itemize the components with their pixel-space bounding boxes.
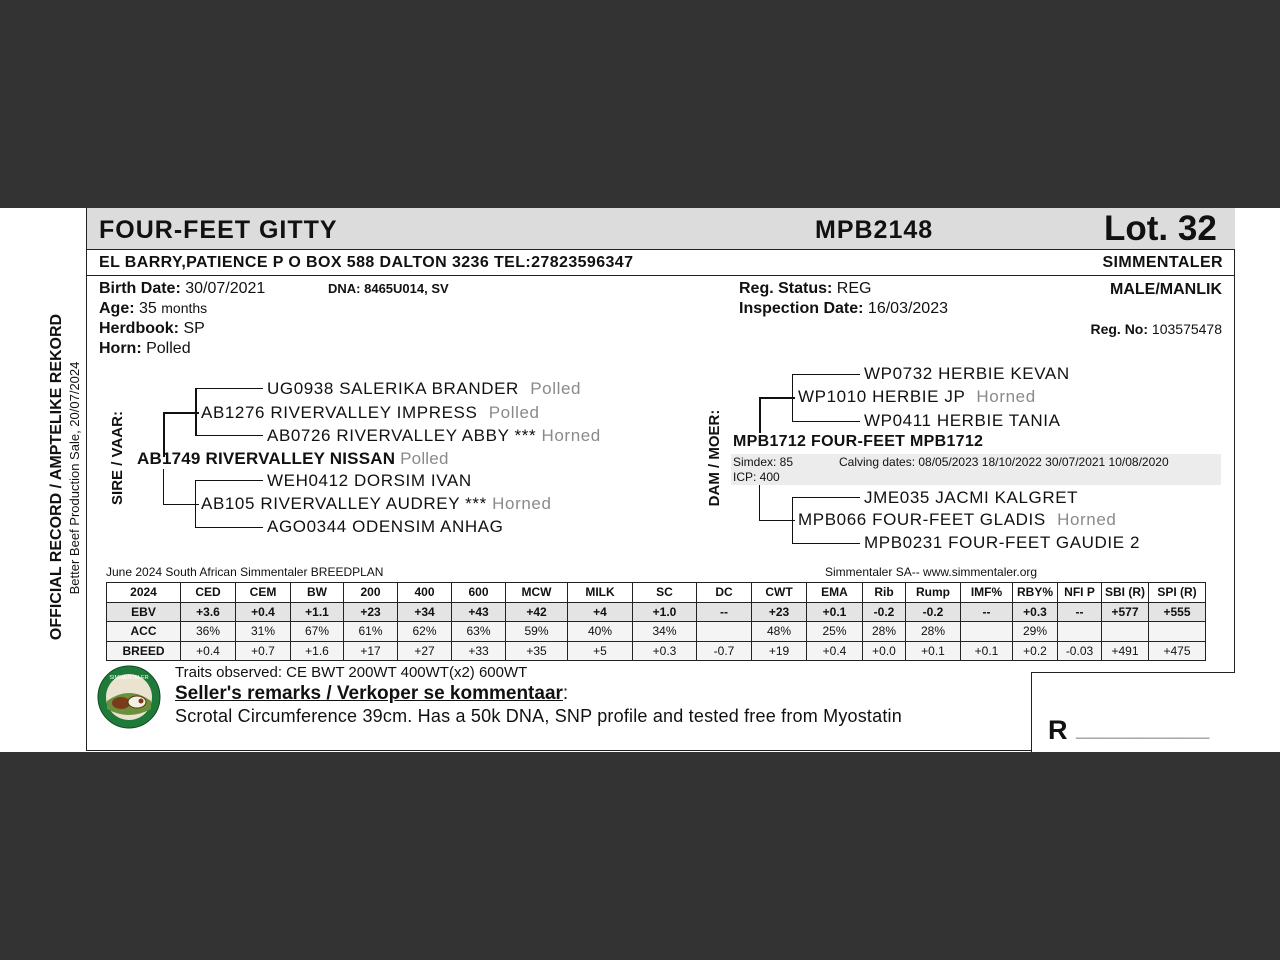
table-cell: +0.7 [236,641,291,661]
table-cell: 36% [181,622,236,642]
sire-sire-dam-name: AB0726 RIVERVALLEY ABBY *** [267,426,537,445]
birth-date [99,280,265,298]
sire-dam-name: AB105 RIVERVALLEY AUDREY *** [201,494,487,513]
table-cell: -0.7 [697,641,752,661]
dam-sire-sire: WP0732 HERBIE KEVAN [864,364,1070,383]
price-box[interactable] [1031,672,1235,752]
reg-number-value: 103575478 [1151,321,1222,337]
sellers-remarks-colon: : [562,683,569,704]
table-header-cell: 2024 [107,583,181,603]
table-header-cell: NFI P [1058,583,1102,603]
table-cell [697,622,752,642]
owner-bar [87,250,1235,276]
reg-number-label: Reg. No: [1090,321,1149,337]
table-header-cell: CEM [236,583,291,603]
owner-details: EL BARRY,PATIENCE P O BOX 588 DALTON 3236 TEL:27823596347 [99,254,634,271]
sellers-remarks-title: Seller's remarks / Verkoper se kommentaar [175,683,563,704]
table-header-cell: Rib [863,583,906,603]
table-header-cell: IMF% [961,583,1013,603]
sire-dam-sire: WEH0412 DORSIM IVAN [267,471,472,490]
dam-icp: ICP: 400 [733,470,780,484]
dna-info: DNA: 8465U014, SV [328,281,449,296]
simmentaler-logo-icon [97,665,161,729]
pedigree-line [759,397,795,399]
pedigree-line [195,480,196,528]
table-header-cell: RBY% [1013,583,1058,603]
herdbook [99,320,205,338]
website-caption: Simmentaler SA-- www.simmentaler.org [825,565,1038,579]
table-cell: +23 [344,602,398,622]
reg-number [1090,321,1222,337]
pedigree-line [759,397,761,433]
price-line: ____________________ [1076,725,1210,739]
sire-sire-sire [267,379,581,399]
dam-sire-note: Horned [976,387,1036,406]
table-cell: +42 [506,602,568,622]
table-header-cell: 400 [398,583,452,603]
table-cell [1149,622,1206,642]
table-header-cell: SPI (R) [1149,583,1206,603]
horn-label: Horn: [99,340,142,357]
table-cell: -0.2 [863,602,906,622]
age-label: Age: [99,300,135,317]
table-cell: -0.2 [906,602,961,622]
inspection-date [739,300,948,318]
pedigree-line [195,480,263,481]
table-cell: +475 [1149,641,1206,661]
table-cell: -- [1058,602,1102,622]
dam-simdex: Simdex: 85 [733,455,794,469]
table-cell: 28% [906,622,961,642]
dam-dam-note: Horned [1057,510,1117,529]
birth-date-label: Birth Date: [99,280,181,297]
table-cell: +33 [452,641,506,661]
table-cell: 48% [752,622,807,642]
table-cell: +491 [1102,641,1149,661]
sire-sire-sire-name: UG0938 SALERIKA BRANDER [267,379,519,398]
ebv-header-row [107,583,1206,603]
table-cell: +23 [752,602,807,622]
breed-name: SIMMENTALER [1102,254,1223,271]
table-cell: +0.0 [863,641,906,661]
horn [99,340,191,358]
official-record-label: OFFICIAL RECORD / AMPTELIKE REKORD [48,313,65,641]
table-cell: -- [697,602,752,622]
table-header-cell: Rump [906,583,961,603]
table-cell: +27 [398,641,452,661]
table-cell: +43 [452,602,506,622]
breed-row [107,641,1206,661]
table-cell: 31% [236,622,291,642]
ebv-row [107,602,1206,622]
table-cell: 63% [452,622,506,642]
table-cell: +0.2 [1013,641,1058,661]
pedigree-line [759,485,760,521]
table-header-cell: MILK [568,583,633,603]
sire-sire-sire-note: Polled [530,379,582,398]
pedigree-line [792,543,860,544]
sex: MALE/MANLIK [1110,281,1222,298]
logo-text: SIMMENTALER [109,675,149,681]
reg-status [739,280,871,298]
table-cell: -0.03 [1058,641,1102,661]
table-cell: 34% [633,622,697,642]
table-cell [961,622,1013,642]
reg-status-label: Reg. Status: [739,280,833,297]
traits-observed: Traits observed: CE BWT 200WT 400WT(x2) 600WT [175,664,528,681]
pedigree-line [163,504,199,505]
dam-dam [798,510,1116,530]
table-header-cell: SC [633,583,697,603]
table-header-cell: EMA [807,583,863,603]
table-cell: 25% [807,622,863,642]
dam-performance-box [731,454,1221,485]
table-header-cell: MCW [506,583,568,603]
table-cell: +1.0 [633,602,697,622]
pedigree-line [792,497,793,544]
birth-date-value: 30/07/2021 [185,280,266,297]
herdbook-value: SP [183,320,205,337]
table-header-cell: DC [697,583,752,603]
table-header-cell: SBI (R) [1102,583,1149,603]
table-cell: +5 [568,641,633,661]
animal-id: MPB2148 [815,216,934,244]
sellers-remarks-text: Scrotal Circumference 39cm. Has a 50k DNA, SNP profile and tested free from Myostatin [175,706,902,726]
table-cell: 40% [568,622,633,642]
table-cell: +34 [398,602,452,622]
lot-number: Lot. 32 [1104,209,1217,248]
table-cell: +0.4 [807,641,863,661]
pedigree-line [195,435,263,436]
table-cell: +17 [344,641,398,661]
pedigree-line [792,374,860,375]
table-cell: +1.6 [291,641,344,661]
table-cell: 59% [506,622,568,642]
dam-sire-dam: WP0411 HERBIE TANIA [864,411,1061,430]
table-cell: -- [961,602,1013,622]
acc-row [107,622,1206,642]
table-cell: +1.1 [291,602,344,622]
horn-value: Polled [146,340,191,357]
table-row-label: ACC [107,622,181,642]
dam-dam-name: MPB066 FOUR-FEET GLADIS [798,510,1046,529]
table-cell: +0.1 [961,641,1013,661]
table-cell: +4 [568,602,633,622]
age-value: 35 [139,300,157,317]
breedplan-caption: June 2024 South African Simmentaler BREEDPLAN [106,565,384,579]
sire-label: SIRE / VAAR: [109,411,126,505]
table-header-cell: 200 [344,583,398,603]
age-unit: months [161,300,208,316]
sellers-remarks-heading [175,683,568,705]
reg-status-value: REG [836,280,872,297]
header-bar [87,208,1235,250]
sire-dam [201,494,552,514]
sire-sire [201,403,540,423]
table-cell: 61% [344,622,398,642]
table-cell: +19 [752,641,807,661]
sire-dam-dam: AGO0344 ODENSIM ANHAG [267,517,504,536]
dam-label: DAM / MOER: [706,409,723,507]
table-header-cell: 600 [452,583,506,603]
sire-name: AB1749 RIVERVALLEY NISSAN [137,449,396,468]
table-cell: 28% [863,622,906,642]
lot-card [86,208,1235,751]
table-cell: +555 [1149,602,1206,622]
table-header-cell: CWT [752,583,807,603]
ebv-table [106,582,1206,661]
sire-sire-note: Polled [488,403,540,422]
dam-sire [798,387,1036,407]
sire-sire-dam-note: Horned [541,426,601,445]
age [99,300,207,318]
table-cell: 67% [291,622,344,642]
simmentaler-logo [97,665,161,729]
dam-dam-sire: JME035 JACMI KALGRET [864,488,1079,507]
pedigree-line [195,527,263,528]
dam-dam-dam: MPB0231 FOUR-FEET GAUDIE 2 [864,533,1141,552]
table-cell: +0.3 [633,641,697,661]
sire-dam-note: Horned [492,494,552,513]
table-cell: +0.1 [906,641,961,661]
pedigree-line [759,520,795,521]
catalogue-sheet [0,208,1280,752]
dam-calving-dates: Calving dates: 08/05/2023 18/10/2022 30/07/2021 10/08/2020 [839,455,1169,469]
pedigree-line [163,412,199,414]
table-cell: +0.4 [236,602,291,622]
price-prefix: R [1048,715,1068,745]
pedigree-line [195,388,263,389]
animal-name: FOUR-FEET GITTY [99,216,338,244]
inspection-date-value: 16/03/2023 [867,300,948,317]
table-cell: 62% [398,622,452,642]
table-cell [1058,622,1102,642]
pedigree-line [163,469,164,505]
dam-sire-name: WP1010 HERBIE JP [798,387,966,406]
sire [137,449,449,469]
table-cell: +0.1 [807,602,863,622]
dam-name: MPB1712 FOUR-FEET MPB1712 [733,433,984,450]
table-cell: +577 [1102,602,1149,622]
table-cell: 29% [1013,622,1058,642]
table-cell: +0.4 [181,641,236,661]
table-cell: +0.3 [1013,602,1058,622]
table-cell: +3.6 [181,602,236,622]
table-cell [1102,622,1149,642]
table-row-label: EBV [107,602,181,622]
pedigree-line [792,497,860,498]
table-header-cell: BW [291,583,344,603]
table-row-label: BREED [107,641,181,661]
sire-note: Polled [400,449,449,468]
table-cell: +35 [506,641,568,661]
table-header-cell: CED [181,583,236,603]
sire-sire-name: AB1276 RIVERVALLEY IMPRESS [201,403,478,422]
herdbook-label: Herdbook: [99,320,179,337]
sale-name-label: Better Beef Production Sale, 20/07/2024 [67,361,82,595]
pedigree-line [792,421,860,422]
inspection-date-label: Inspection Date: [739,300,864,317]
sire-sire-dam [267,426,601,446]
